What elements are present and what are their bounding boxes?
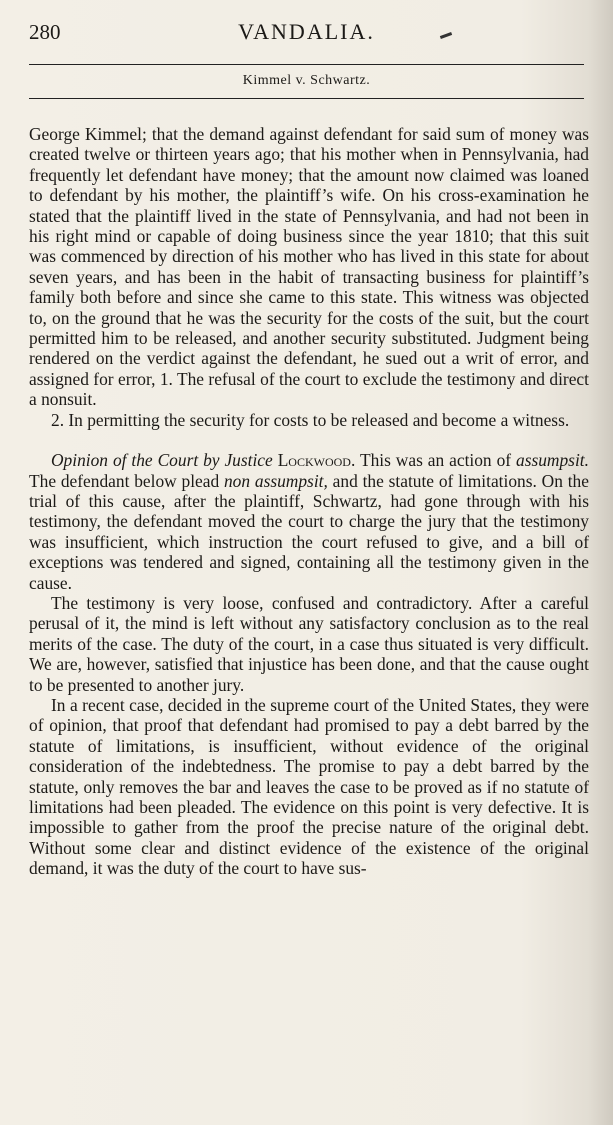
- term-non-assumpsit: non assumpsit,: [223, 470, 328, 491]
- page-number: 280: [29, 20, 61, 44]
- paragraph-testimony: George Kimmel; that the demand against defendant for said sum of money was created twelve or thirteen years ago; that his mother when in Pennsylvania, had frequently let defendant have money; that the amount now claimed was loaned to defendant by his mother, the plaintiff’s wife. On his cross-examination he stated that the plaintiff lived in the state of Pennsylvania, and had not been in his right mind or capable of doing business since the year 1810; that this suit was commenced by direction of his mother who has lived in this state for about seven years, and has been in the habit of transacting business for plaintiff’s family both before and since she came to this state. This witness was objected to, on the ground that he was the security for the costs of the suit, but the court permitted him to be released, and another security substituted. Judgment being rendered on the verdict against the defendant, he sued out a writ of error, and assigned for error, 1. The refusal of the court to exclude the testimony and direct a nonsuit.: [29, 124, 589, 410]
- running-title: VANDALIA.: [238, 19, 375, 44]
- header-rule-bottom: [29, 98, 584, 99]
- paragraph-error-2: 2. In permitting the security for costs to be released and become a witness.: [51, 409, 570, 430]
- case-title: Kimmel v. Schwartz.: [242, 73, 371, 88]
- opinion-heading: Opinion of the Court by Justice: [51, 450, 273, 471]
- opinion-text-b: The defendant below plead: [29, 470, 220, 491]
- page-text: [29, 124, 589, 879]
- opinion-text-c: and the statute of limitations. On the trial of this cause, after the plaintiff, Schwartz, had gone through with his testimony, the defendant moved the court to charge the jury that the testimony was insufficient, which instruction the court refused to give, and a bill of exceptions was tendered and signed, containing all the testimony given in the cause.: [29, 470, 589, 593]
- paragraph-loose-testimony: The testimony is very loose, confused and contradictory. After a careful perusal of it, the mind is left without any satisfactory conclusion as to the real merits of the case. The duty of the court, in a case thus situated is very difficult. We are, however, satisfied that injustice has been done, and that the cause ought to be presented to another jury.: [29, 592, 589, 695]
- paragraph-opinion: [29, 450, 589, 593]
- term-assumpsit: assumpsit.: [516, 450, 589, 471]
- opinion-text-a: This was an action of: [359, 450, 512, 471]
- paragraph-recent-case: In a recent case, decided in the supreme court of the United States, they were of opinion, that proof that defendant had promised to pay a debt barred by the statute of limitations, is insufficient, without evidence of the original consideration of the indebtedness. The promise to pay a debt barred by the statute, only removes the bar and leaves the case to be proved as if no statute of limitations had been pleaded. The evidence on this point is very defective. It is impossible to gather from the proof the precise nature of the original debt. Without some clear and distinct evidence of the existence of the original demand, it was the duty of the court to have sus-: [29, 694, 589, 879]
- justice-name: Lockwood.: [277, 450, 356, 471]
- page-header: [29, 18, 584, 48]
- paragraph-gap: [29, 430, 589, 450]
- header-rule-top: [29, 64, 584, 65]
